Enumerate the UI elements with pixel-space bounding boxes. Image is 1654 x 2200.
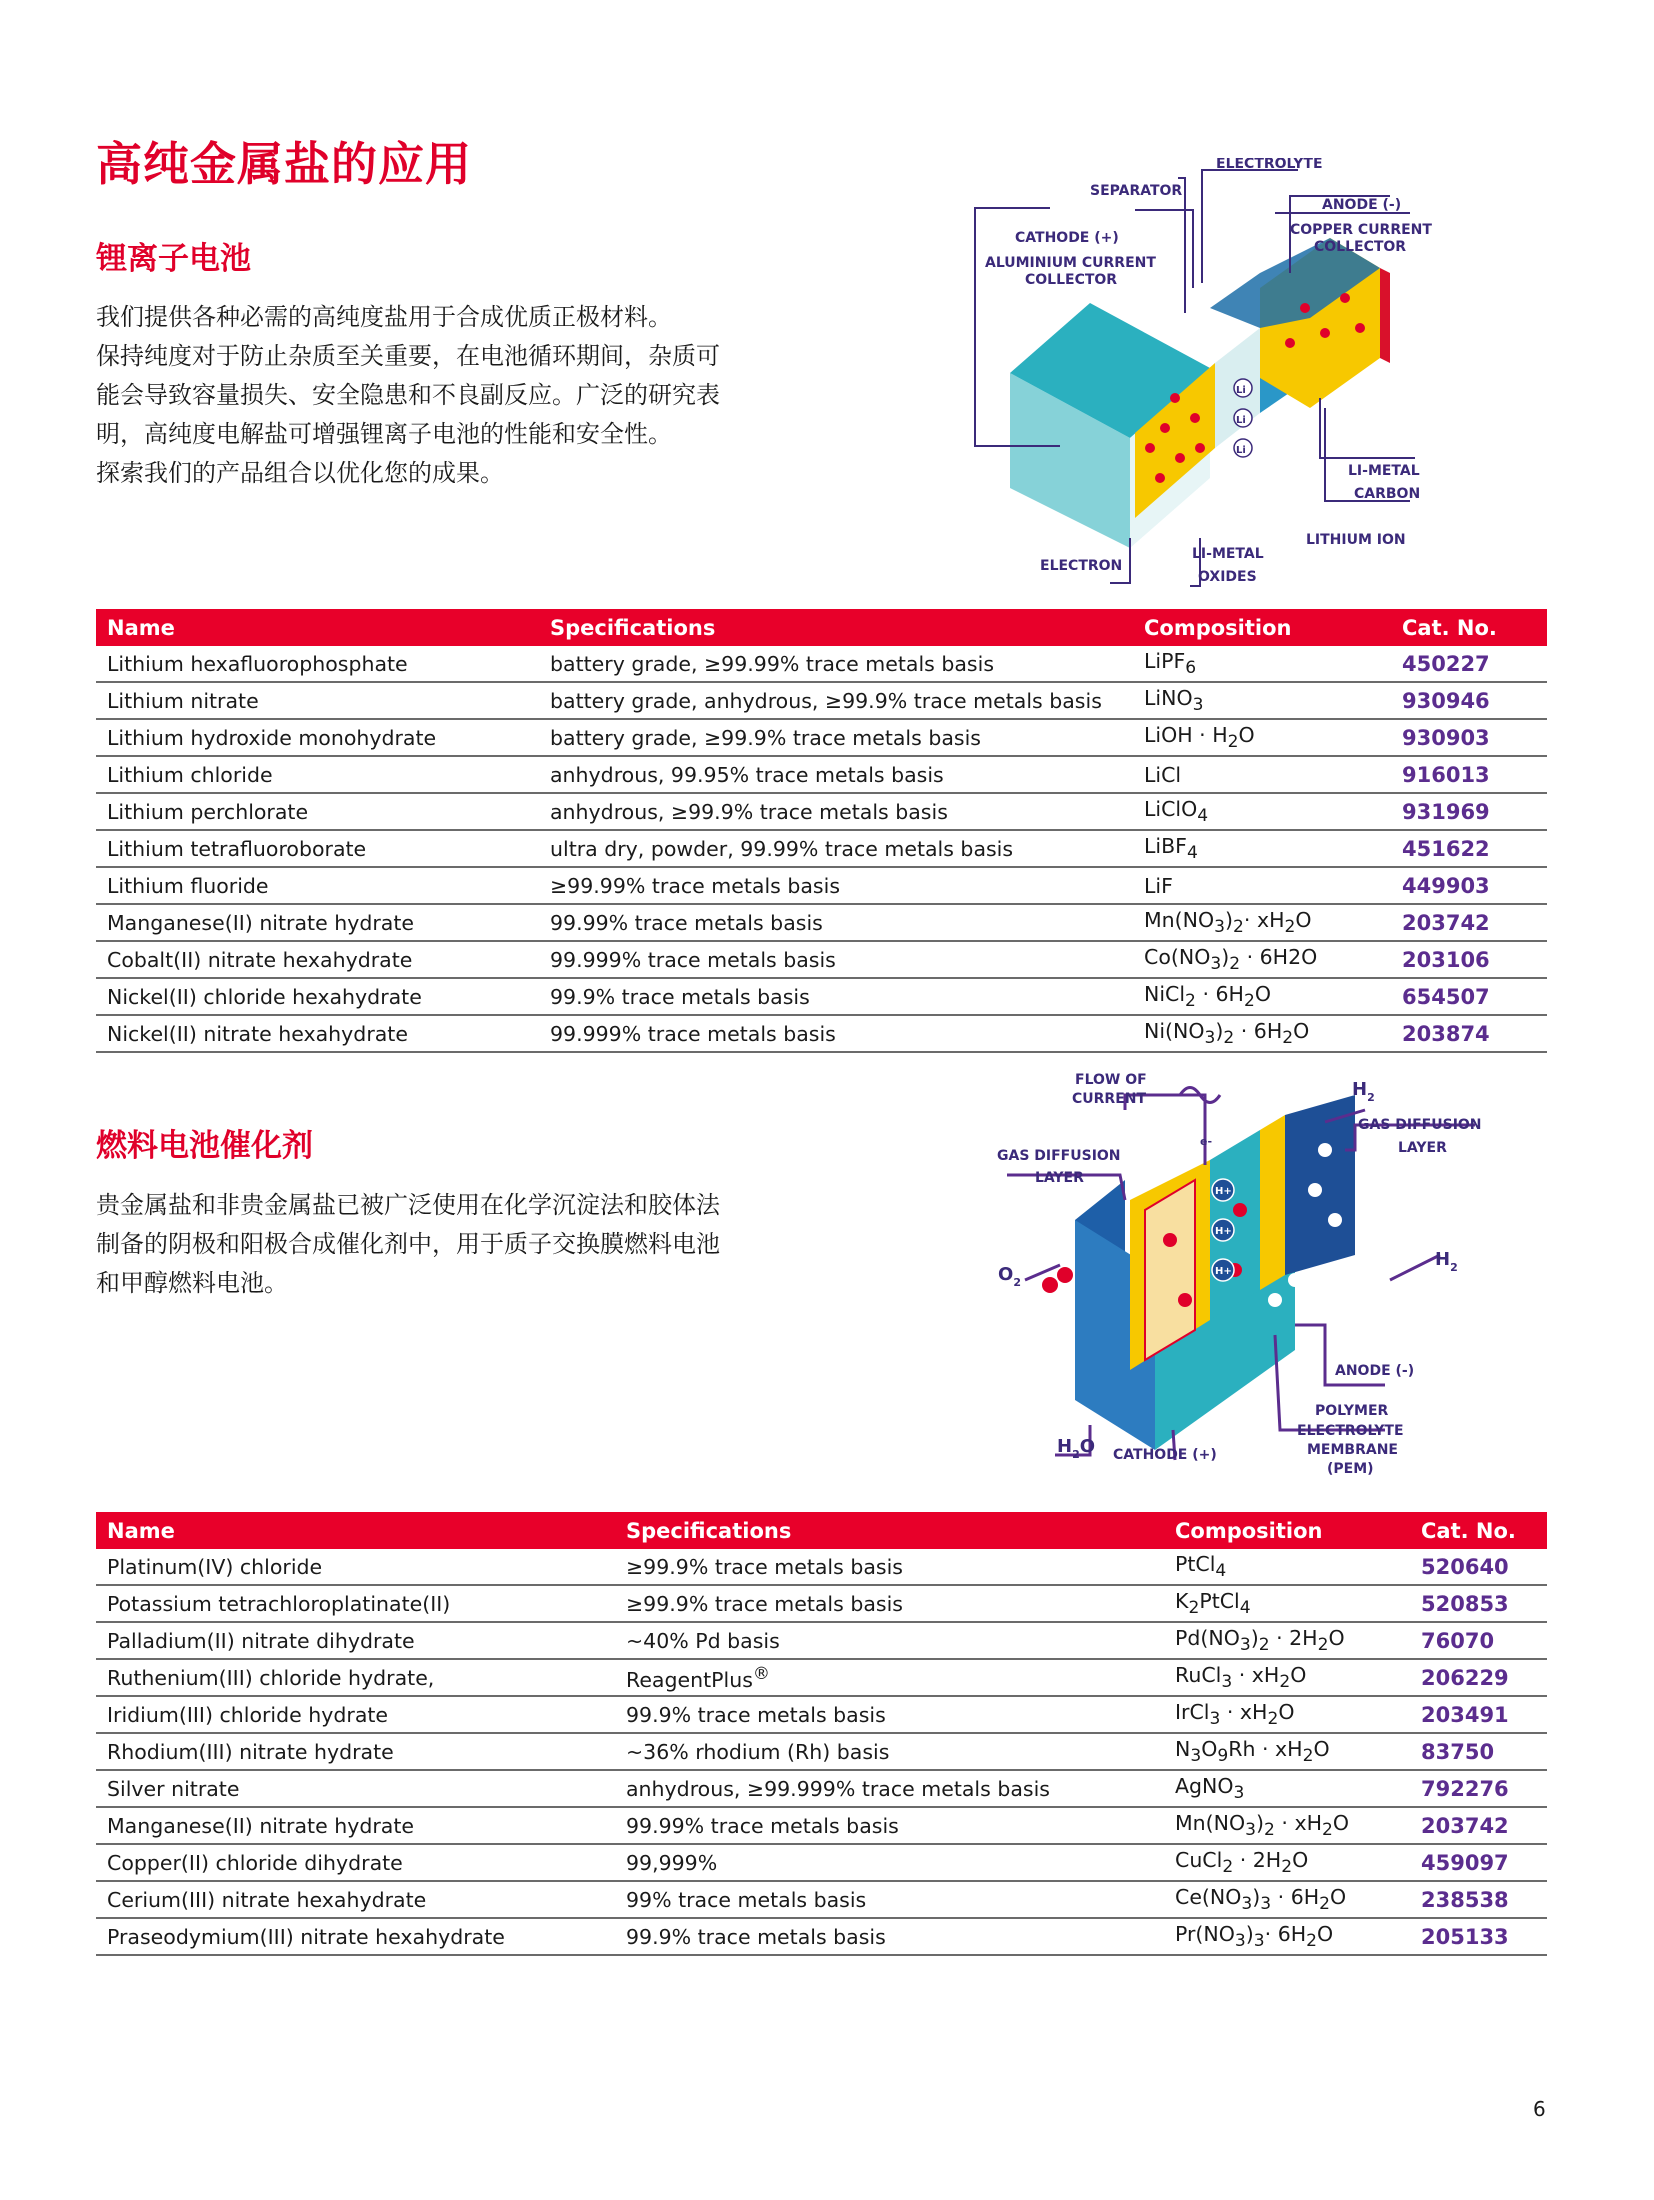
product-name: Cerium(III) nitrate hexahydrate: [96, 1881, 615, 1918]
label-cathode: CATHODE (+): [1015, 230, 1119, 246]
label-electron: e-: [1200, 1135, 1213, 1148]
composition: $Ni(NO_3)_2 \cdot 6H_2O$: [1133, 1015, 1391, 1052]
product-name: Lithium fluoride: [96, 867, 539, 904]
product-name: Cobalt(II) nitrate hexahydrate: [96, 941, 539, 978]
specification: ≥99.99% trace metals basis: [539, 867, 1133, 904]
column-header-composition: Composition: [1164, 1512, 1410, 1549]
table-row: [96, 1585, 1547, 1622]
product-name: Iridium(III) chloride hydrate: [96, 1696, 615, 1733]
battery-table-body: [96, 646, 1547, 1052]
proton-symbol: H+: [1215, 1266, 1232, 1277]
label-pem-1: POLYMER: [1315, 1403, 1389, 1419]
composition: PtCl$_4$: [1164, 1549, 1410, 1585]
li-symbol: Li: [1236, 385, 1246, 396]
specification: anhydrous, ≥99.9% trace metals basis: [539, 793, 1133, 830]
label-anode: ANODE (-): [1335, 1363, 1415, 1379]
product-name: Nickel(II) nitrate hexahydrate: [96, 1015, 539, 1052]
battery-description: [96, 298, 776, 493]
composition: $N_3O_9Rh \cdot xH_2O$: [1164, 1733, 1410, 1770]
column-header-cat-no: Cat. No.: [1391, 609, 1547, 646]
label-o2: $O_2$: [998, 1264, 1021, 1289]
table-row: [96, 719, 1547, 756]
composition: AgNO$_3$: [1164, 1770, 1410, 1807]
table-row: [96, 1918, 1547, 1955]
catalog-number[interactable]: 931969: [1391, 793, 1547, 830]
battery-copper-collector: [1380, 268, 1390, 363]
column-header-name: Name: [96, 609, 539, 646]
label-gas-diffusion-right-1: GAS DIFFUSION: [1358, 1117, 1482, 1133]
product-name: Copper(II) chloride dihydrate: [96, 1844, 615, 1881]
catalog-number[interactable]: 520853: [1410, 1585, 1547, 1622]
table-row: [96, 646, 1547, 682]
label-lithium-ion: LITHIUM ION: [1306, 532, 1406, 548]
composition: $K_2PtCl_4$: [1164, 1585, 1410, 1622]
label-li-metal-carbon-1: LI-METAL: [1348, 463, 1420, 479]
table-row: [96, 1549, 1547, 1585]
product-name: Palladium(II) nitrate dihydrate: [96, 1622, 615, 1659]
battery-paragraph-line: 能会导致容量损失、安全隐患和不良副反应。广泛的研究表: [96, 381, 720, 409]
composition: $Ce(NO_3)_3 \cdot 6H_2O$: [1164, 1881, 1410, 1918]
label-h2o: $H_2O$: [1057, 1436, 1096, 1461]
label-copper-collector-2: COLLECTOR: [1314, 239, 1407, 255]
catalog-number[interactable]: 76070: [1410, 1622, 1547, 1659]
catalog-number[interactable]: 238538: [1410, 1881, 1547, 1918]
composition: LiNO$_3$: [1133, 682, 1391, 719]
catalog-number[interactable]: 449903: [1391, 867, 1547, 904]
product-name: Platinum(IV) chloride: [96, 1549, 615, 1585]
label-copper-collector-1: COPPER CURRENT: [1290, 222, 1432, 238]
label-separator: SEPARATOR: [1090, 183, 1183, 199]
catalog-number[interactable]: 203742: [1410, 1807, 1547, 1844]
table-row: [96, 682, 1547, 719]
catalog-number[interactable]: 930903: [1391, 719, 1547, 756]
specification: 99.9% trace metals basis: [615, 1696, 1164, 1733]
catalog-number[interactable]: 792276: [1410, 1770, 1547, 1807]
fuelcell-cathode-gdl: [1145, 1180, 1195, 1360]
fuelcell-anode-catalyst: [1260, 1115, 1285, 1290]
table-row: [96, 1881, 1547, 1918]
product-name: Praseodymium(III) nitrate hexahydrate: [96, 1918, 615, 1955]
battery-paragraph-line: 我们提供各种必需的高纯度盐用于合成优质正极材料。: [96, 303, 672, 331]
specification: ≥99.9% trace metals basis: [615, 1549, 1164, 1585]
product-name: Silver nitrate: [96, 1770, 615, 1807]
product-name: Lithium chloride: [96, 756, 539, 793]
fuelcell-section-title: 燃料电池催化剂: [96, 1128, 313, 1164]
label-h2-top: $H_2$: [1352, 1079, 1375, 1104]
table-row: [96, 1659, 1547, 1696]
label-aluminium-collector-1: ALUMINIUM CURRENT: [985, 255, 1156, 271]
specification: ~36% rhodium (Rh) basis: [615, 1733, 1164, 1770]
specification: battery grade, ≥99.99% trace metals basis: [539, 646, 1133, 682]
page-number: 6: [1533, 2097, 1546, 2121]
composition: $Mn(NO_3)_2 \cdot xH_2O$: [1164, 1807, 1410, 1844]
specification: ReagentPlus®: [615, 1659, 1164, 1696]
specification: 99.999% trace metals basis: [539, 1015, 1133, 1052]
table-row: [96, 1807, 1547, 1844]
product-name: Lithium nitrate: [96, 682, 539, 719]
specification: ~40% Pd basis: [615, 1622, 1164, 1659]
table-row: [96, 978, 1547, 1015]
li-symbol: Li: [1236, 415, 1246, 426]
fuelcell-description: [96, 1186, 776, 1303]
composition: CuCl$_2$ · $2H_2O$: [1164, 1844, 1410, 1881]
specification: battery grade, anhydrous, ≥99.9% trace metals basis: [539, 682, 1133, 719]
catalog-number[interactable]: 459097: [1410, 1844, 1547, 1881]
label-gas-diffusion-left-2: LAYER: [1035, 1170, 1084, 1186]
label-flow-of-current-2: CURRENT: [1072, 1091, 1147, 1107]
fuelcell-paragraph-line: 和甲醇燃料电池。: [96, 1269, 288, 1297]
specification: battery grade, ≥99.9% trace metals basis: [539, 719, 1133, 756]
composition: NiCl$_2$ · $6H_2O$: [1133, 978, 1391, 1015]
specification: 99.9% trace metals basis: [615, 1918, 1164, 1955]
proton-symbol: H+: [1215, 1186, 1232, 1197]
battery-paragraph-line: 保持纯度对于防止杂质至关重要，在电池循环期间，杂质可: [96, 342, 720, 370]
battery-paragraph-line: 明，高纯度电解盐可增强锂离子电池的性能和安全性。: [96, 420, 672, 448]
label-li-metal-oxides-2: OXIDES: [1198, 569, 1257, 585]
label-gas-diffusion-left-1: GAS DIFFUSION: [997, 1148, 1121, 1164]
product-name: Potassium tetrachloroplatinate(II): [96, 1585, 615, 1622]
composition: LiPF$_6$: [1133, 646, 1391, 682]
specification: 99.9% trace metals basis: [539, 978, 1133, 1015]
table-row: [96, 904, 1547, 941]
catalog-number[interactable]: 206229: [1410, 1659, 1547, 1696]
composition: $Co(NO_3)_2 \cdot 6H2O$: [1133, 941, 1391, 978]
table-row: [96, 941, 1547, 978]
product-name: Lithium tetrafluoroborate: [96, 830, 539, 867]
battery-section-title: 锂离子电池: [96, 241, 251, 277]
composition: $Mn(NO_3)_2\cdot xH_2O$: [1133, 904, 1391, 941]
catalog-number[interactable]: 520640: [1410, 1549, 1547, 1585]
label-pem-4: (PEM): [1327, 1461, 1374, 1477]
fuelcell-paragraph-line: 制备的阴极和阳极合成催化剂中，用于质子交换膜燃料电池: [96, 1230, 720, 1258]
catalog-number[interactable]: 203874: [1391, 1015, 1547, 1052]
column-header-cat-no: Cat. No.: [1410, 1512, 1547, 1549]
battery-salts-table: [96, 609, 1547, 1053]
column-header-specifications: Specifications: [615, 1512, 1164, 1549]
catalog-number[interactable]: 930946: [1391, 682, 1547, 719]
composition: $Pd(NO_3)_2 \cdot 2H_2O$: [1164, 1622, 1410, 1659]
specification: 99.99% trace metals basis: [539, 904, 1133, 941]
specification: 99,999%: [615, 1844, 1164, 1881]
label-li-metal-carbon-2: CARBON: [1354, 486, 1421, 502]
li-ion-battery-diagram: [960, 158, 1440, 598]
label-aluminium-collector-2: COLLECTOR: [1025, 272, 1118, 288]
fuel-cell-diagram: [995, 1070, 1515, 1490]
catalog-number[interactable]: 203491: [1410, 1696, 1547, 1733]
composition: LiCl: [1133, 756, 1391, 793]
table-row: [96, 1733, 1547, 1770]
product-name: Nickel(II) chloride hexahydrate: [96, 978, 539, 1015]
product-name: Lithium hexafluorophosphate: [96, 646, 539, 682]
page-title: 高纯金属盐的应用: [96, 137, 472, 191]
catalog-number[interactable]: 203742: [1391, 904, 1547, 941]
table-row: [96, 867, 1547, 904]
table-header-row: [96, 609, 1547, 646]
battery-paragraph-line: 探索我们的产品组合以优化您的成果。: [96, 459, 504, 487]
catalog-number[interactable]: 203106: [1391, 941, 1547, 978]
label-pem-2: ELECTROLYTE: [1297, 1423, 1404, 1439]
column-header-specifications: Specifications: [539, 609, 1133, 646]
specification: 99.999% trace metals basis: [539, 941, 1133, 978]
product-name: Rhodium(III) nitrate hydrate: [96, 1733, 615, 1770]
table-row: [96, 756, 1547, 793]
catalog-number[interactable]: 451622: [1391, 830, 1547, 867]
table-row: [96, 1770, 1547, 1807]
composition: LiOH · $H_2O$: [1133, 719, 1391, 756]
specification: ultra dry, powder, 99.99% trace metals basis: [539, 830, 1133, 867]
composition: IrCl$_3$ · $xH_2O$: [1164, 1696, 1410, 1733]
specification: 99.99% trace metals basis: [615, 1807, 1164, 1844]
product-name: Manganese(II) nitrate hydrate: [96, 904, 539, 941]
table-row: [96, 1622, 1547, 1659]
specification: 99% trace metals basis: [615, 1881, 1164, 1918]
product-name: Manganese(II) nitrate hydrate: [96, 1807, 615, 1844]
column-header-name: Name: [96, 1512, 615, 1549]
li-symbol: Li: [1236, 445, 1246, 456]
fuelcell-table-body: [96, 1549, 1547, 1955]
product-name: Lithium perchlorate: [96, 793, 539, 830]
table-header-row: [96, 1512, 1547, 1549]
product-name: Lithium hydroxide monohydrate: [96, 719, 539, 756]
label-cathode: CATHODE (+): [1113, 1447, 1217, 1463]
proton-symbol: H+: [1215, 1226, 1232, 1237]
specification: anhydrous, 99.95% trace metals basis: [539, 756, 1133, 793]
table-row: [96, 1015, 1547, 1052]
composition: LiBF$_4$: [1133, 830, 1391, 867]
catalog-number[interactable]: 450227: [1391, 646, 1547, 682]
table-row: [96, 1844, 1547, 1881]
fuelcell-paragraph-line: 贵金属盐和非贵金属盐已被广泛使用在化学沉淀法和胶体法: [96, 1191, 720, 1219]
label-pem-3: MEMBRANE: [1307, 1442, 1398, 1458]
catalog-number[interactable]: 83750: [1410, 1733, 1547, 1770]
label-gas-diffusion-right-2: LAYER: [1398, 1140, 1447, 1156]
catalog-number[interactable]: 916013: [1391, 756, 1547, 793]
fuelcell-anode-block: [1285, 1095, 1355, 1275]
table-row: [96, 830, 1547, 867]
specification: anhydrous, ≥99.999% trace metals basis: [615, 1770, 1164, 1807]
label-flow-of-current-1: FLOW OF: [1075, 1072, 1147, 1088]
table-row: [96, 793, 1547, 830]
table-row: [96, 1696, 1547, 1733]
composition: LiF: [1133, 867, 1391, 904]
label-h2-right: $H_2$: [1435, 1249, 1458, 1274]
catalog-number[interactable]: 205133: [1410, 1918, 1547, 1955]
product-name: Ruthenium(III) chloride hydrate,: [96, 1659, 615, 1696]
column-header-composition: Composition: [1133, 609, 1391, 646]
label-li-metal-oxides-1: LI-METAL: [1192, 546, 1264, 562]
composition: LiClO$_4$: [1133, 793, 1391, 830]
composition: RuCl$_3$ · $xH_2O$: [1164, 1659, 1410, 1696]
composition: $Pr(NO_3)_3\cdot 6H_2O$: [1164, 1918, 1410, 1955]
label-electrolyte: ELECTROLYTE: [1216, 158, 1323, 172]
specification: ≥99.9% trace metals basis: [615, 1585, 1164, 1622]
label-anode: ANODE (-): [1322, 197, 1402, 213]
catalog-number[interactable]: 654507: [1391, 978, 1547, 1015]
label-electron: ELECTRON: [1040, 558, 1123, 574]
fuelcell-salts-table: [96, 1512, 1547, 1956]
